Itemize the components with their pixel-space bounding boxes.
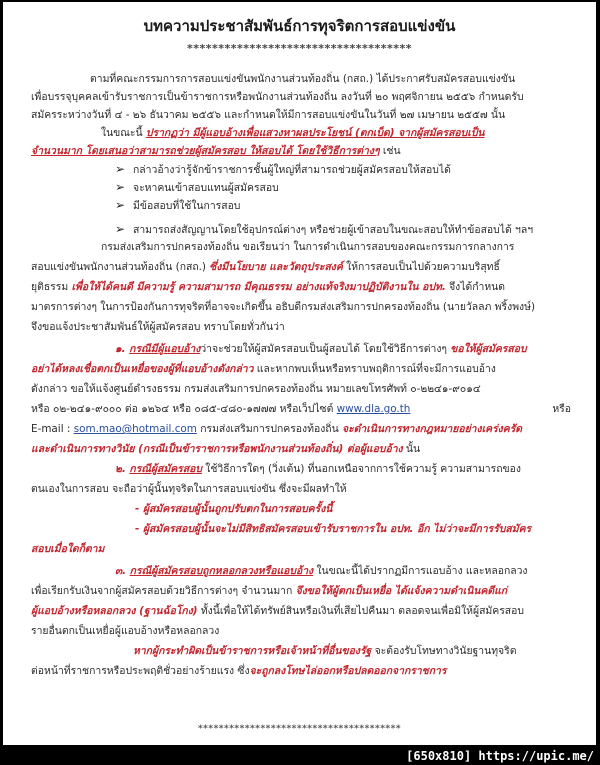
arrow-bullet-icon: ➢ [115, 222, 126, 236]
item1-line-2 [31, 362, 496, 376]
text: เช่น [379, 145, 401, 157]
item3-line-2 [31, 584, 507, 598]
emphasis: ผู้แอบอ้างหรือหลอกลวง (ฐานฉ้อโกง) [31, 605, 198, 617]
text: เพื่อเรียกรับเงินจากผู้สมัครสอบด้วยวิธีการต่างๆ จำนวนมาก [31, 585, 296, 597]
item3-line-1 [115, 564, 528, 578]
item1-line-5 [31, 422, 522, 436]
emphasis: จะดำเนินการทางกฎหมายอย่างเคร่งครัด [341, 423, 523, 435]
item-heading: กรณีผู้สมัครสอบ [129, 463, 202, 475]
text: นั้น [402, 443, 421, 455]
item2-line-2: ตนเองในการสอบ จะถือว่าผู้นั้นทุจริตในการสอบแข่งขัน ซึ่งจะมีผลทำให้ [31, 483, 347, 495]
list-item [115, 222, 533, 237]
text: จะต้องรับโทษทางวินัยฐานทุจริต [371, 645, 517, 657]
intro-line-2: เพื่อบรรจุบุคคลเข้ารับราชการเป็นข้าราชการหรือพนักงานส่วนท้องถิ่น ลงวันที่ ๒๐ พฤศจิกายน ๒๕๕๖ กำหนดรับ [31, 91, 524, 103]
item-heading: กรณีมีผู้แอบอ้าง [129, 343, 201, 355]
text: E-mail : [31, 423, 74, 435]
closing-line-1 [133, 644, 516, 658]
watermark: [650x810] https://upic.me/ [406, 749, 594, 763]
emphasis: อย่าได้หลงเชื่อตกเป็นเหยื่อของผู้ที่แอบอ้างดังกล่าว [31, 363, 254, 375]
warning-line-1 [101, 126, 485, 140]
email-link[interactable]: som.mao@hotmail.com [73, 423, 197, 435]
dla-line-4: มาตรการต่างๆ ในการป้องกันการทุจริตที่อาจจะเกิดขึ้น อธิบดีกรมส่งเสริมการปกครองท้องถิ่น (นายวัลลภ พริ้งพงษ์) [31, 301, 536, 313]
arrow-bullet-icon: ➢ [115, 180, 126, 194]
closing-line-2 [31, 664, 446, 678]
list-item [115, 180, 279, 195]
text: สามารถส่งสัญญานโดยใช้อุปกรณ์ต่างๆ หรือช่วยผู้เข้าสอบในขณะสอบให้ทำข้อสอบได้ ฯลฯ [133, 224, 534, 236]
warning-highlight: ปรากฏว่า มีผู้แอบอ้างเพื่อแสวงหาผลประโยชน์ (ตกเบ็ด) จากผู้สมัครสอบเป็น [145, 127, 485, 139]
text: ให้การสอบเป็นไปด้วยความบริสุทธิ์ [342, 261, 500, 273]
arrow-bullet-icon: ➢ [115, 162, 126, 176]
item-number: ๑. [115, 343, 130, 355]
list-item [115, 162, 451, 177]
consequence-2-cont: สอบเมื่อใดก็ตาม [31, 543, 105, 555]
text: ว่าจะช่วยให้ผู้สมัครสอบเป็นผู้สอบได้ โดยใช้วิธีการต่างๆ [200, 343, 451, 355]
item1-line-6 [31, 442, 420, 456]
document-page [3, 2, 596, 745]
text: และหากพบเห็นหรือทราบพฤติการณ์ที่จะมีการแอบอ้าง [253, 363, 496, 375]
item1-line-3: ดังกล่าว ขอให้แจ้งศูนย์ดำรงธรรม กรมส่งเสริมการปกครองท้องถิ่น หมายเลขโทรศัพท์ ๐-๒๒๔๑-๙๐๑๔ [31, 383, 481, 395]
text: จะหาคนเข้าสอบแทนผู้สมัครสอบ [133, 182, 279, 194]
warning-line-2 [31, 144, 401, 158]
warning-highlight: จำนวนมาก โดยเสนอว่าสามารถช่วยผู้สมัครสอบ ให้สอบได้ โดยใช้วิธีการต่างๆ [31, 145, 380, 157]
text: ใช้วิธีการใดๆ (วิ่งเต้น) ที่นอกเหนือจากการใช้ความรู้ ความสามารถของ [201, 463, 521, 475]
emphasis: ซึ่งมีนโยบาย และวัตถุประสงค์ [209, 261, 343, 273]
text: ในขณะนี้ได้ปรากฏมีการแอบอ้าง และหลอกลวง [313, 565, 528, 577]
text: กรมส่งเสริมการปกครองท้องถิ่น [196, 423, 342, 435]
consequence-2: - ผู้สมัครสอบผู้นั้นจะไม่มีสิทธิสมัครสอบเข้ารับราชการใน อปท. อีก ไม่ว่าจะมีการรับสมัคร [135, 523, 532, 535]
emphasis: ขอให้ผู้สมัครสอบ [450, 343, 527, 355]
text: ทั้งนี้เพื่อให้ได้ทรัพย์สินหรือเงินที่เสียไปคืนมา ตลอดจนเพื่อมิให้ผู้สมัครสอบ [197, 605, 524, 617]
text: จึงได้กำหนด [445, 281, 506, 293]
intro-line-1: ตามที่คณะกรรมการการสอบแข่งขันพนักงานส่วนท้องถิ่น (กสถ.) ได้ประกาศรับสมัครสอบแข่งขัน [90, 73, 516, 85]
text: ในขณะนี้ [101, 127, 146, 139]
emphasis: หากผู้กระทำผิดเป็นข้าราชการหรือเจ้าหน้าที่อื่นของรัฐ [133, 645, 372, 657]
dla-line-3 [31, 280, 505, 294]
emphasis: เพื่อให้ได้คนดี มีความรู้ ความสามารถ มีคุณธรรม อย่างแท้จริงมาปฏิบัติงานใน อปท. [71, 281, 446, 293]
item-heading: กรณีผู้สมัครสอบถูกหลอกลวงหรือแอบอ้าง [129, 565, 314, 577]
item2-line-1 [115, 462, 521, 476]
text: หรือ [552, 403, 571, 415]
divider-stars-bottom: *************************************** [197, 724, 402, 734]
list-item [115, 198, 240, 213]
item1-line-4 [31, 402, 571, 416]
item-number: ๓. [115, 565, 130, 577]
text: ต่อหน้าที่ราชการหรือประพฤติชั่วอย่างร้ายแรง ซึ่ง [31, 665, 250, 677]
intro-line-3: สมัครระหว่างวันที่ ๔ - ๒๖ ธันวาคม ๒๕๕๖ และกำหนดให้มีการสอบแข่งขันในวันที่ ๒๗ เมษายน ๒๕๕๗ นั้น [31, 109, 506, 121]
emphasis: จึงขอให้ผู้ตกเป็นเหยื่อ ได้แจ้งความดำเนินคดีแก่ [295, 585, 508, 597]
dla-line-5: จึงขอแจ้งประชาสัมพันธ์ให้ผู้สมัครสอบ ทราบโดยทั่วกันว่า [31, 321, 285, 333]
item-number: ๒. [115, 463, 130, 475]
item1-line-1 [115, 342, 527, 356]
text: หรือ ๐๒-๒๔๑-๙๐๐๐ ต่อ ๑๒๖๔ หรือ ๐๘๕-๔๘๐-๑๗๗๗ หรือเว็ปไซต์ [31, 403, 337, 415]
emphasis: จะถูกลงโทษไล่ออกหรือปลดออกจากราชการ [249, 665, 447, 677]
item3-line-3 [31, 604, 524, 618]
consequence-1: - ผู้สมัครสอบผู้นั้นถูกปรับตกในการสอบครั้งนี้ [135, 503, 333, 515]
emphasis: และดำเนินการทางวินัย (กรณีเป็นข้าราชการหรือพนักงานส่วนท้องถิ่น) ต่อผู้แอบอ้าง [31, 443, 403, 455]
dla-line-2 [31, 260, 500, 274]
text: มีข้อสอบที่ใช้ในการสอบ [133, 200, 241, 212]
item3-line-4: รายอื่นตกเป็นเหยื่อผู้แอบอ้างหรือหลอกลวง [31, 625, 220, 637]
text: ยุติธรรม [31, 281, 72, 293]
arrow-bullet-icon: ➢ [115, 198, 126, 212]
text: สอบแข่งขันพนักงานส่วนท้องถิ่น (กสถ.) [31, 261, 210, 273]
dla-line-1: กรมส่งเสริมการปกครองท้องถิ่น ขอเรียนว่า ในการดำเนินการสอบของคณะกรรมการกลางการ [101, 241, 515, 253]
divider-stars-top: ************************************ [186, 42, 413, 55]
website-link[interactable]: www.dla.go.th [336, 403, 411, 415]
text: กล่าวอ้างว่ารู้จักข้าราชการชั้นผู้ใหญ่ที่สามารถช่วยผู้สมัครสอบให้สอบได้ [133, 164, 451, 176]
page-title: บทความประชาสัมพันธ์การทุจริตการสอบแข่งขัน [143, 17, 456, 35]
